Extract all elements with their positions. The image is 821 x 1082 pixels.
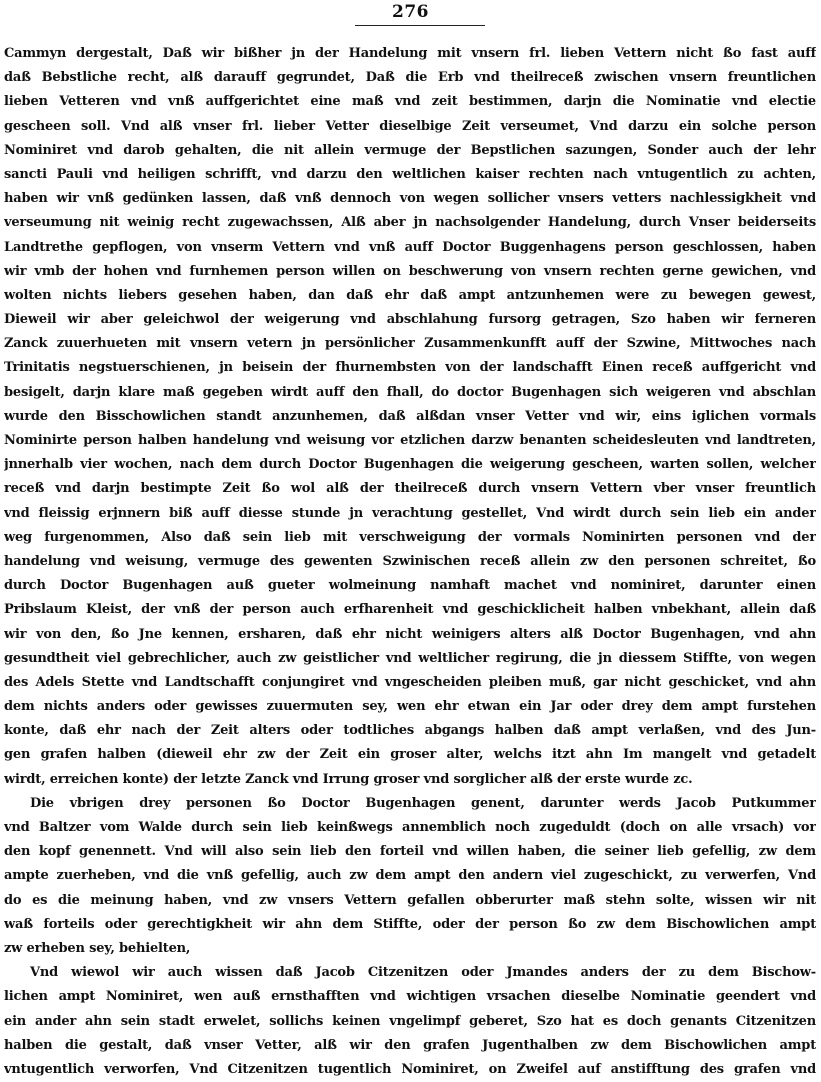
text-line: Landtrethe gepflogen, von vnserm Vettern vnd vnß auff Doctor Buggenhagens person geschlossen, haben xyxy=(4,239,816,255)
text-line: wir von den, ßo Jne kennen, ersharen, daß ehr nicht weinigers alters alß Doctor Bugenhagen, vnd ahn xyxy=(4,626,816,642)
text-line: besigelt, darjn klare maß gegeben wirdt auff den fhall, do doctor Bugenhagen sich weigeren vnd abschlan xyxy=(4,384,816,400)
text-line: zw erheben sey, behielten, xyxy=(4,940,191,956)
text-line: wir vmb der hohen vnd furnhemen person willen on beschwerung von vnsern rechten gerne gewichen, vnd xyxy=(4,263,816,279)
text-line: weg furgenommen, Also daß sein lieb mit verschweigung der vormals Nominirten personen vnd der xyxy=(4,529,816,545)
text-line: lichen ampt Nominiret, wen auß ernsthafften vnd wichtigen vrsachen dieselbe Nominatie geendert vnd xyxy=(4,989,816,1005)
text-line: handelung vnd weisung, vermuge des gewenten Szwinischen receß allein zw den personen schreitet, ßo xyxy=(4,553,816,569)
text-line: haben wir vnß gedünken lassen, daß vnß dennoch von wegen sollicher vnsers vetters nachlessigkheit vnd xyxy=(4,191,816,207)
text-line: Dieweil wir aber geleichwol der weigerung vnd abschlahung fursorg getragen, Szo haben wir ferneren xyxy=(4,312,816,328)
text-line: vnd fleissig erjnnern biß auff diesse stunde jn verachtung gestellet, Vnd wirdt durch sein lieb ein ander xyxy=(4,505,816,521)
text-line: Cammyn dergestalt, Daß wir bißher jn der Handelung mit vnsern frl. lieben Vettern nicht ßo fast auff xyxy=(4,46,816,61)
text-line: gen grafen halben (dieweil ehr zw der Zeit ein groser alter, welchs itzt ahn Im mangelt vnd getadelt xyxy=(4,747,816,763)
text-line: Vnd wiewol wir auch wissen daß Jacob Citzenitzen oder Jmandes anders der zu dem Bischow- xyxy=(30,965,816,981)
text-line: receß vnd darjn bestimpte Zeit ßo wol alß der theilreceß durch vnsern Vettern vber vnser freuntlich xyxy=(4,481,816,497)
text-line: vnd Baltzer vom Walde durch sein lieb keinßwegs annemblich noch zugeduldt (doch on alle vrsach) vor xyxy=(4,820,816,835)
text-line: wolten nichts liebers gesehen haben, dan daß ehr daß ampt antzunhemen were zu bewegen gewest, xyxy=(4,287,816,303)
text-line: daß Bebstliche recht, alß darauff gegrundet, Daß die Erb vnd theilreceß zwischen vnsern freuntlichen xyxy=(4,70,816,86)
page-number: 276 xyxy=(392,2,429,22)
text-line: waß forteils oder gerechtigkheit wir ahn dem Stiffte, oder der person ßo zw dem Bischowlichen ampt xyxy=(4,916,816,932)
text-line: wurde den Bisschowlichen standt anzunhemen, daß alßdan vnser Vetter vnd wir, eins iglichen vormals xyxy=(4,408,816,424)
text-line: Nominiret vnd darob gehalten, die nit allein vermuge der Bepstlichen sazungen, Sonder auch der lehr xyxy=(4,142,816,158)
text-line: halben die gestalt, daß vnser Vetter, alß wir den grafen Jugenthalben zw dem Bischowlichen ampt xyxy=(4,1037,816,1053)
text-line: Die vbrigen drey personen ßo Doctor Bugenhagen genent, darunter werds Jacob Putkummer xyxy=(30,795,816,811)
text-line: lieben Vetteren vnd vnß auffgerichtet eine maß vnd zeit bestimmen, darjn die Nominatie vnd electie xyxy=(4,94,816,110)
text-line: Pribslaum Kleist, der vnß der person auch erfharenheit vnd geschicklicheit halben vnbekhant, allein daß xyxy=(4,602,816,618)
text-line: do es die meinung haben, vnd zw vnsers Vettern gefallen obberurter maß stehn solte, wissen wir nit xyxy=(4,892,816,908)
text-line: gesundtheit viel gebrechlicher, auch zw geistlicher vnd weltlicher regirung, die jn diessem Stiffte, von wegen xyxy=(4,650,816,666)
text-line: des Adels Stette vnd Landtschafft conjungiret vnd vngescheiden pleiben muß, gar nicht geschicket, vnd ahn xyxy=(4,674,816,690)
text-line: sancti Pauli vnd heiligen schrifft, vnd darzu den weltlichen kaiser rechten nach vntugentlich zu achten, xyxy=(4,166,816,182)
text-line: konte, daß ehr nach der Zeit alters oder todtliches abgangs halben daß ampt verlaßen, vnd des Jun- xyxy=(4,723,816,739)
text-line: Zanck zuuerhueten mit vnsern vetern jn persönlicher Zusammenkunfft auff der Szwine, Mittwoches nach xyxy=(4,336,816,352)
text-line: ampte zuerheben, vnd die vnß gefellig, auch zw dem ampt den andern viel zugeschickt, zu verwerfen, Vnd xyxy=(4,868,816,884)
header-rule xyxy=(355,25,485,26)
body-text xyxy=(4,42,816,1082)
text-line: den kopf genennett. Vnd will also sein lieb den forteil vnd willen haben, die seiner lieb gefellig, zw dem xyxy=(4,844,816,860)
text-line: gescheen soll. Vnd alß vnser frl. lieber Vetter dieselbige Zeit verseumet, Vnd darzu ein solche person xyxy=(4,118,816,134)
text-line: Trinitatis negstuerschienen, jn beisein der fhurnembsten von der landschafft Einen receß auffgericht vnd xyxy=(4,360,816,376)
text-line: jnnerhalb vier wochen, nach dem durch Doctor Bugenhagen die weigerung gescheen, warten sollen, welcher xyxy=(4,457,816,473)
text-line: vntugentlich verworfen, Vnd Citzenitzen tugentlich Nominiret, on Zweifel auf anstifftung des grafen vnd xyxy=(4,1061,816,1077)
text-line: wirdt, erreichen konte) der letzte Zanck vnd Irrung groser vnd sorglicher alß der erste wurde zc. xyxy=(4,771,693,787)
text-line: dem nichts anders oder gewisses zuuermuten sey, wen ehr etwan ein Jar oder drey dem ampt furstehen xyxy=(4,699,816,715)
page-header xyxy=(0,2,821,22)
text-line: Nominirte person halben handelung vnd weisung vor etzlichen darzw benanten scheidesleuten vnd landtreten, xyxy=(4,433,816,448)
text-line: durch Doctor Bugenhagen auß gueter wolmeinung namhaft machet vnd nominiret, darunter einen xyxy=(4,578,816,594)
text-line: ein ander ahn sein stadt erwelet, sollichs keinen vngelimpf geberet, Szo hat es doch genants Citzenitzen xyxy=(4,1013,816,1029)
text-line: verseumung nit weinig recht zugewachssen, Alß aber jn nachsolgender Handelung, durch Vnser beiderseits xyxy=(4,215,816,231)
